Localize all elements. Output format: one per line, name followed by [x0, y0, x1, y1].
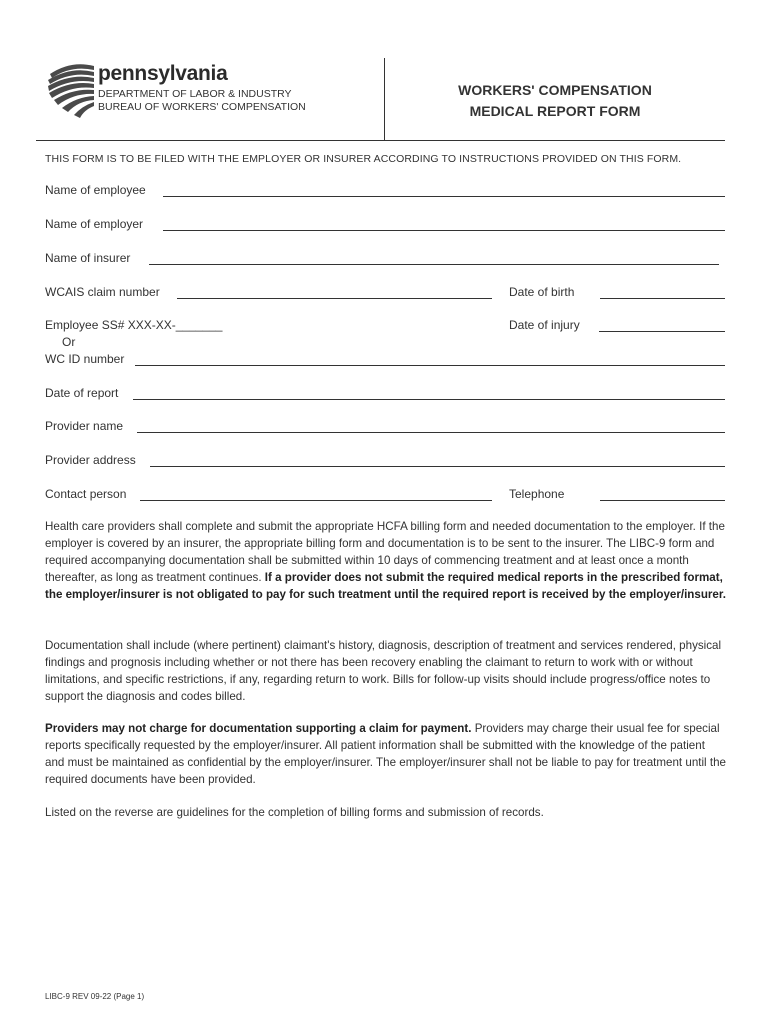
provider-address-field[interactable]	[45, 453, 727, 469]
date-of-report-line[interactable]	[133, 399, 725, 400]
telephone-label: Telephone	[509, 487, 565, 501]
employee-name-label: Name of employee	[45, 183, 146, 197]
date-of-injury-field[interactable]	[509, 318, 727, 334]
wc-id-field[interactable]	[45, 352, 727, 368]
date-of-birth-line[interactable]	[600, 298, 725, 299]
form-title-line-1: WORKERS' COMPENSATION	[458, 82, 652, 98]
date-of-injury-line[interactable]	[599, 331, 725, 332]
contact-person-line[interactable]	[140, 500, 492, 501]
charges-text: Providers may charge their usual fee for special reports specifically requested by the employer/insurer. All patient information shall be submitted with the knowledge of the patient and must be maintained as confidential by the employer/insurer. The employer/insurer shall not be liable to pay for treatment until the required documents have been provided.	[45, 722, 726, 786]
date-of-report-field[interactable]	[45, 386, 727, 402]
submission-text: Health care providers shall complete and submit the appropriate HCFA billing form and needed documentation to the employer. If the employer is covered by an insurer, the appropriate billing form and documentation is to be sent to the insurer. The LIBC-9 form and required accompanying documentation shall be submitted within 10 days of commencing treatment and at least once a month thereafter, as long as treatment continues.	[45, 520, 725, 584]
date-of-injury-label: Date of injury	[509, 318, 580, 332]
wcais-claim-label: WCAIS claim number	[45, 285, 160, 299]
filing-instruction: THIS FORM IS TO BE FILED WITH THE EMPLOYER OR INSURER ACCORDING TO INSTRUCTIONS PROVIDED ON THIS FORM.	[45, 153, 682, 165]
provider-name-field[interactable]	[45, 419, 727, 435]
employer-name-label: Name of employer	[45, 217, 144, 231]
documentation-paragraph: Documentation shall include (where pertinent) claimant's history, diagnosis, description of treatment and services rendered, physical findings and prognosis including whether or not there has been recovery enabling the claimant to return to work with or without limitations, and specific restrictions, if any, regarding return to work. Bills for follow-up visits should include progress/office notes to support the diagnosis and codes billed.	[45, 639, 722, 703]
wc-id-line[interactable]	[135, 365, 725, 366]
charges-warning: Providers may not charge for documentation supporting a claim for payment.	[45, 722, 472, 735]
form-header	[0, 0, 770, 142]
wcais-claim-line[interactable]	[177, 298, 492, 299]
telephone-line[interactable]	[600, 500, 725, 501]
charges-paragraph	[45, 720, 727, 788]
insurer-name-line[interactable]	[149, 264, 719, 265]
employer-name-field[interactable]	[45, 217, 727, 233]
employee-ss-label[interactable]: Employee SS# XXX-XX-_______	[45, 318, 223, 332]
guidelines-paragraph: Listed on the reverse are guidelines for the completion of billing forms and submission of records.	[45, 806, 544, 819]
provider-address-line[interactable]	[150, 466, 725, 467]
form-revision: LIBC-9 REV 09-22 (Page 1)	[45, 992, 145, 1001]
form-title	[385, 80, 725, 122]
employee-name-line[interactable]	[163, 196, 725, 197]
department-line-2: BUREAU OF WORKERS' COMPENSATION	[98, 100, 306, 113]
or-label: Or	[62, 335, 76, 349]
wc-id-label: WC ID number	[45, 352, 125, 366]
submission-warning: If a provider does not submit the required medical reports in the prescribed format, the employer/insurer is not obligated to pay for such treatment until the required report is received by the employer/insurer.	[45, 571, 726, 601]
form-title-line-2: MEDICAL REPORT FORM	[469, 103, 641, 119]
brand-name: pennsylvania	[98, 62, 228, 85]
date-of-birth-field[interactable]	[509, 285, 727, 301]
wcais-claim-field[interactable]	[45, 285, 495, 301]
department-line-1: DEPARTMENT OF LABOR & INDUSTRY	[98, 88, 292, 100]
insurer-name-label: Name of insurer	[45, 251, 131, 265]
employer-name-line[interactable]	[163, 230, 725, 231]
date-of-birth-label: Date of birth	[509, 285, 575, 299]
provider-name-label: Provider name	[45, 419, 124, 433]
submission-paragraph	[45, 518, 727, 603]
contact-person-field[interactable]	[45, 487, 495, 503]
date-of-report-label: Date of report	[45, 386, 119, 400]
header-rule	[36, 140, 725, 141]
keystone-capitol-icon	[46, 60, 96, 120]
insurer-name-field[interactable]	[45, 251, 727, 267]
provider-address-label: Provider address	[45, 453, 136, 467]
telephone-field[interactable]	[509, 487, 727, 503]
provider-name-line[interactable]	[137, 432, 725, 433]
department-name	[98, 88, 306, 113]
contact-person-label: Contact person	[45, 487, 127, 501]
employee-name-field[interactable]	[45, 183, 727, 199]
